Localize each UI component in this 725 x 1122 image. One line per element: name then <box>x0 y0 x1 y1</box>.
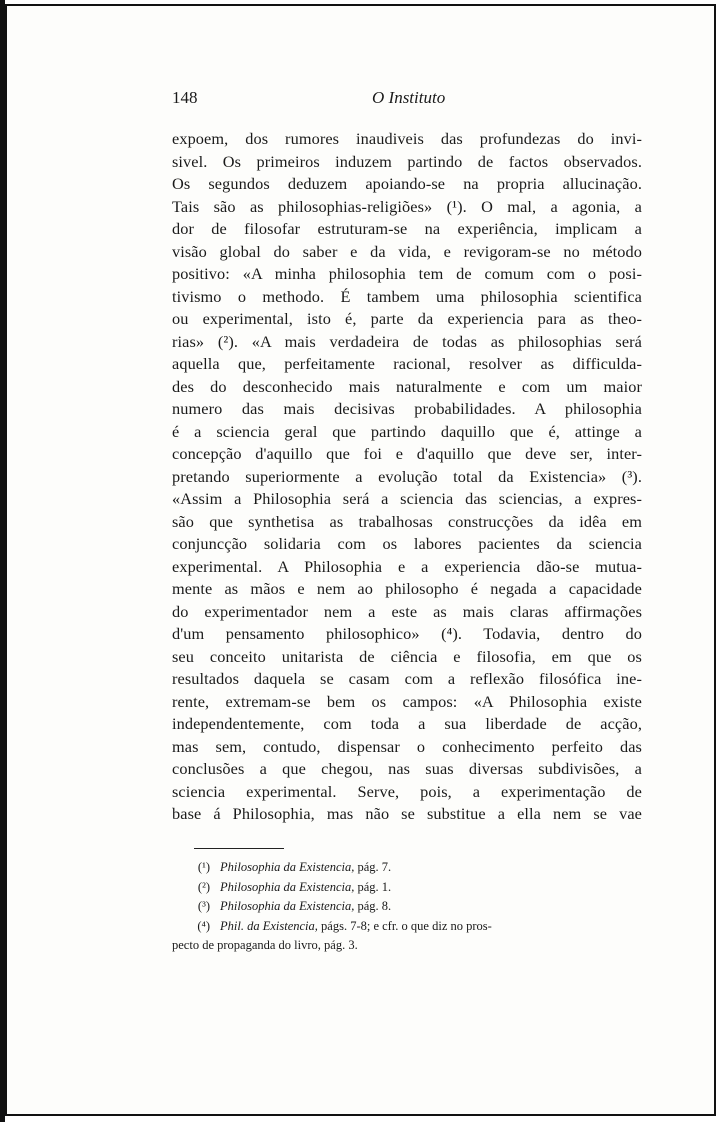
text-line: expoem, dos rumores inaudiveis das profundezas do invi- <box>172 129 642 148</box>
footnote-number: (¹) <box>197 860 210 874</box>
footnote-title: Philosophia da Existencia, <box>220 899 355 913</box>
text-line: numero das mais decisivas probabilidades. A philosophia <box>172 399 642 418</box>
text-line: base á Philosophia, mas não se substitue a ella nem se vae <box>172 804 642 823</box>
text-line: ou experimental, isto é, parte da experiencia para as theo- <box>172 309 642 328</box>
footnote <box>172 858 642 878</box>
text-line: mente as mãos e nem ao philosopho é negada a capacidade <box>172 579 642 598</box>
footnote-title: Philosophia da Existencia, <box>220 860 355 874</box>
text-line: Tais são as philosophias-religiões» (¹). O mal, a agonia, a <box>172 196 642 216</box>
footnotes <box>172 858 642 956</box>
footnote-title: Phil. da Existencia, <box>220 918 318 933</box>
text-line: sivel. Os primeiros induzem partindo de factos observados. <box>172 151 642 171</box>
text-line: experimental. A Philosophia e a experiencia dão-se mutua- <box>172 556 642 576</box>
footnote <box>172 917 642 937</box>
text-line: aquella que, perfeitamente racional, resolver as difficulda- <box>172 354 642 373</box>
text-line: sciencia experimental. Serve, pois, a experimentação de <box>172 781 642 801</box>
text-line: do experimentador nem a este as mais claras affirmações <box>172 601 642 621</box>
text-line: rente, extremam-se bem os campos: «A Philosophia existe <box>172 691 642 711</box>
footnote-reference: pág. 8. <box>354 899 392 913</box>
text-line: Os segundos deduzem apoiando-se na propria allucinação. <box>172 174 642 193</box>
footnote-title: Philosophia da Existencia, <box>220 879 355 894</box>
text-line: conclusões a que chegou, nas suas diversas subdivisões, a <box>172 759 642 778</box>
text-line: d'um pensamento philosophico» (⁴). Todavia, dentro do <box>172 624 642 643</box>
footnote-continuation: pecto de propaganda do livro, pág. 3. <box>172 938 358 952</box>
body-text <box>172 128 642 826</box>
text-line: positivo: «A minha philosophia tem de comum com o posi- <box>172 264 642 283</box>
text-line: pretando superiormente a evolução total da Existencia» (³). <box>172 466 642 486</box>
text-line: conjuncção solidaria com os labores pacientes da sciencia <box>172 534 642 553</box>
footnote <box>172 897 642 917</box>
text-line: des do desconhecido mais naturalmente e com um maior <box>172 376 642 396</box>
footnote-number: (²) <box>197 879 210 894</box>
text-line: são que synthetisa as trabalhosas construcções da idêa em <box>172 511 642 531</box>
page-number: 148 <box>172 88 198 107</box>
footnote-reference: pág. 1. <box>354 879 392 894</box>
text-line: visão global do saber e da vida, e revigoram-se no método <box>172 241 642 261</box>
footnote-reference: págs. 7-8; e cfr. o que diz no pros- <box>317 918 492 933</box>
footnote-number: (⁴) <box>197 918 210 933</box>
text-line: «Assim a Philosophia será a sciencia das sciencias, a expres- <box>172 489 642 508</box>
text-line: independentemente, com toda a sua liberdade de acção, <box>172 714 642 733</box>
text-line: mas sem, contudo, dispensar o conhecimento perfeito das <box>172 736 642 756</box>
text-line: rias» (²). «A mais verdadeira de todas as philosophias será <box>172 331 642 351</box>
footnote-number: (³) <box>197 899 210 913</box>
text-line: é a sciencia geral que partindo daquillo que é, attinge a <box>172 421 642 441</box>
text-line: seu conceito unitarista de ciência e filosofia, em que os <box>172 646 642 666</box>
footnote-reference: pág. 7. <box>354 860 392 874</box>
text-line: tivismo o methodo. É tambem uma philosophia scientifica <box>172 286 642 306</box>
text-line: resultados daquela se casam com a reflexão filosófica ine- <box>172 669 642 688</box>
footnote-rule <box>194 848 284 849</box>
running-title: O Instituto <box>372 88 446 107</box>
footnote <box>172 878 642 898</box>
text-line: dor de filosofar estruturam-se na experiência, implicam a <box>172 219 642 238</box>
text-line: concepção d'aquillo que foi e d'aquillo que deve ser, inter- <box>172 444 642 463</box>
page-header <box>172 88 642 112</box>
